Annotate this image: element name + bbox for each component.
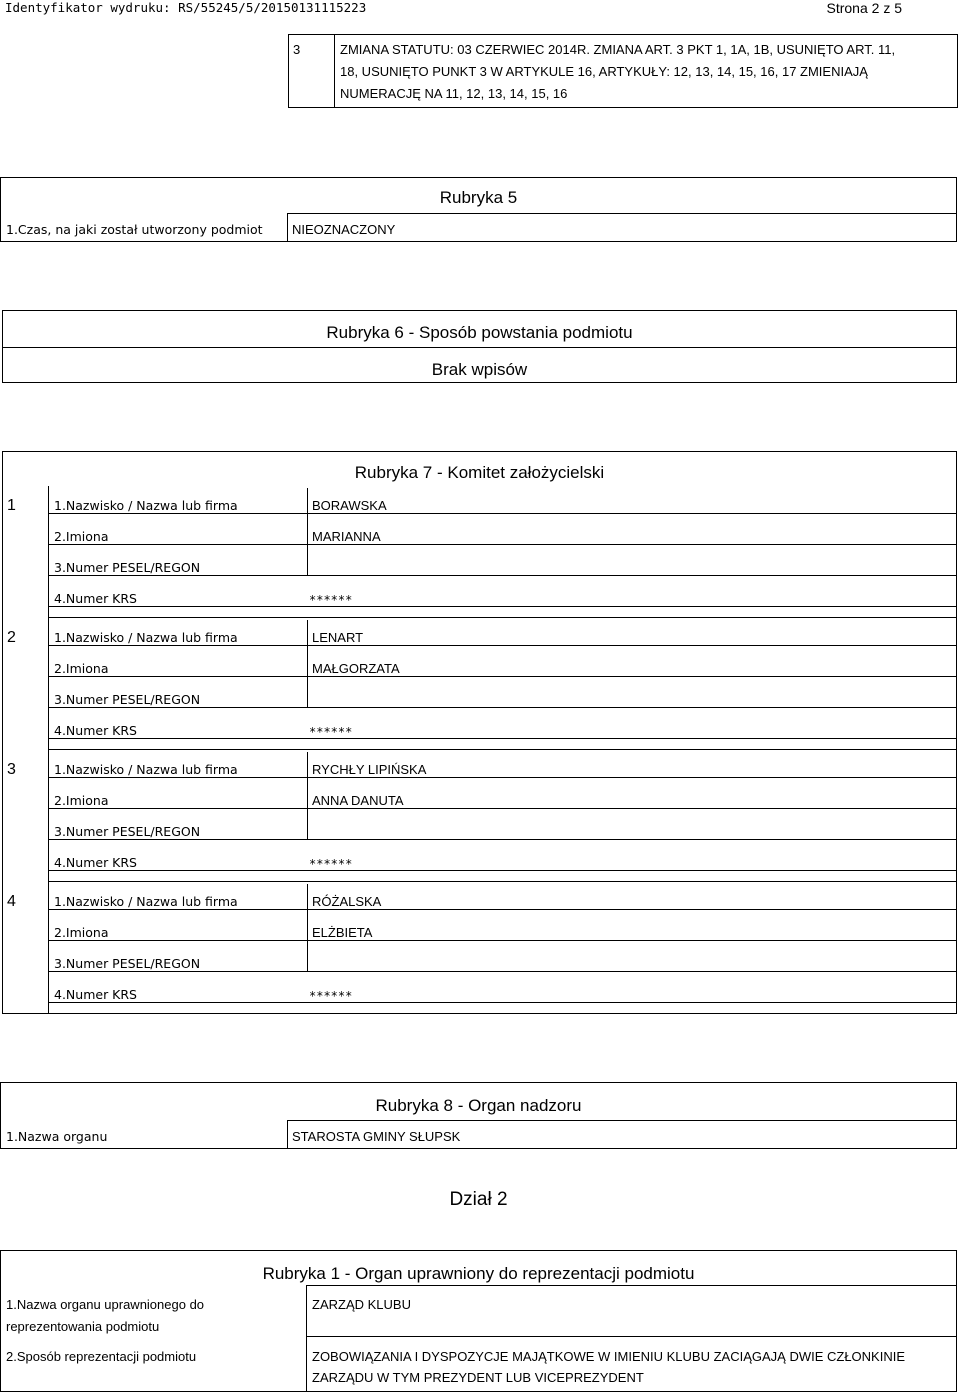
rubryka5-label: 1.Czas, na jaki został utworzony podmiot: [6, 222, 263, 237]
founder-row-line: [48, 544, 957, 545]
founder-row-line: [48, 870, 957, 871]
rubryka8-label: 1.Nazwa organu: [6, 1129, 108, 1144]
founder-krs-label: 4.Numer KRS: [54, 723, 137, 738]
founder-name-label: 1.Nazwisko / Nazwa lub firma: [54, 630, 238, 645]
founder-row-line: [48, 940, 957, 941]
d2-rubryka1-label2: 2.Sposób reprezentacji podmiotu: [6, 1349, 197, 1364]
founder-column-line: [307, 488, 308, 575]
founder-first-names-label: 2.Imiona: [54, 661, 109, 676]
d2-rubryka1-label1-line1: 1.Nazwa organu uprawnionego do: [6, 1297, 205, 1312]
founder-first-names-value: ELŻBIETA: [312, 925, 373, 940]
founder-number: 4: [7, 893, 16, 910]
founder-pesel-label: 3.Numer PESEL/REGON: [54, 560, 201, 575]
rubryka5-title: Rubryka 5: [439, 188, 518, 207]
founder-number: 3: [7, 761, 16, 778]
founder-row-line: [48, 676, 957, 677]
founder-number: 2: [7, 629, 16, 646]
founder-separator: [48, 881, 957, 882]
print-identifier: Identyfikator wydruku: RS/55245/5/20150131115223: [5, 0, 367, 15]
d2-rubryka1-label1-line2: reprezentowania podmiotu: [6, 1319, 160, 1334]
d2-rubryka1-label1: [6, 1294, 296, 1338]
founder-first-names-label: 2.Imiona: [54, 925, 109, 940]
founder-number: 1: [7, 497, 16, 514]
rubryka6-title: Rubryka 6 - Sposób powstania podmiotu: [326, 323, 633, 342]
history-entry-line2: 18, USUNIĘTO PUNKT 3 W ARTYKULE 16, ARTYKUŁY: 12, 13, 14, 15, 16, 17 ZMIENIAJĄ: [340, 64, 868, 79]
founder-krs-value: ******: [309, 725, 353, 739]
founder-column-line: [307, 884, 308, 971]
rubryka7-title: Rubryka 7 - Komitet założycielski: [354, 463, 605, 482]
founder-name-value: BORAWSKA: [312, 498, 387, 513]
founder-first-names-value: MAŁGORZATA: [312, 661, 400, 676]
founder-krs-label: 4.Numer KRS: [54, 855, 137, 870]
d2-rubryka1-title: Rubryka 1 - Organ uprawniony do reprezentacji podmiotu: [262, 1264, 695, 1283]
founder-krs-value: ******: [309, 593, 353, 607]
founder-name-label: 1.Nazwisko / Nazwa lub firma: [54, 498, 238, 513]
rubryka8-value: STAROSTA GMINY SŁUPSK: [292, 1129, 461, 1144]
founder-first-names-value: ANNA DANUTA: [312, 793, 404, 808]
founder-krs-label: 4.Numer KRS: [54, 987, 137, 1002]
founder-name-value: RÓŻALSKA: [312, 894, 382, 909]
dzial2-title: Dział 2: [449, 1189, 508, 1210]
founder-pesel-label: 3.Numer PESEL/REGON: [54, 824, 201, 839]
founder-krs-value: ******: [309, 857, 353, 871]
history-entry-line3: NUMERACJĘ NA 11, 12, 13, 14, 15, 16: [340, 86, 568, 101]
founder-first-names-label: 2.Imiona: [54, 529, 109, 544]
rubryka7-section: [2, 451, 957, 1014]
founder-krs-value: ******: [309, 989, 353, 1003]
founder-row-line: [48, 1002, 957, 1003]
founder-name-value: LENART: [312, 630, 364, 645]
founder-separator: [48, 617, 957, 618]
founder-separator: [48, 749, 957, 750]
founder-first-names-value: MARIANNA: [312, 529, 381, 544]
founder-pesel-label: 3.Numer PESEL/REGON: [54, 692, 201, 707]
page-number: Strona 2 z 5: [826, 0, 902, 16]
founder-krs-label: 4.Numer KRS: [54, 591, 137, 606]
d2-rubryka1-value1: ZARZĄD KLUBU: [312, 1297, 411, 1312]
founder-name-label: 1.Nazwisko / Nazwa lub firma: [54, 894, 238, 909]
founder-row-line: [48, 738, 957, 739]
founder-pesel-label: 3.Numer PESEL/REGON: [54, 956, 201, 971]
founder-name-value: RYCHŁY LIPIŃSKA: [312, 762, 427, 777]
founder-first-names-label: 2.Imiona: [54, 793, 109, 808]
founder-column-line: [307, 620, 308, 707]
d2-rubryka1-value2-line2: ZARZĄDU W TYM PREZYDENT LUB VICEPREZYDENT: [312, 1370, 644, 1385]
rubryka6-empty: Brak wpisów: [431, 360, 528, 379]
rubryka5-value: NIEOZNACZONY: [292, 222, 396, 237]
founder-name-label: 1.Nazwisko / Nazwa lub firma: [54, 762, 238, 777]
founder-column-line: [307, 752, 308, 839]
rubryka8-title: Rubryka 8 - Organ nadzoru: [375, 1096, 582, 1115]
founder-row-line: [48, 808, 957, 809]
history-entry-number: 3: [293, 42, 301, 57]
d2-rubryka1-value2-line1: ZOBOWIĄZANIA I DYSPOZYCJE MAJĄTKOWE W IMIENIU KLUBU ZACIĄGAJĄ DWIE CZŁONKINIE: [312, 1349, 906, 1364]
history-entry-line1: ZMIANA STATUTU: 03 CZERWIEC 2014R. ZMIANA ART. 3 PKT 1, 1A, 1B, USUNIĘTO ART. 11,: [340, 42, 896, 57]
founder-row-line: [48, 606, 957, 607]
